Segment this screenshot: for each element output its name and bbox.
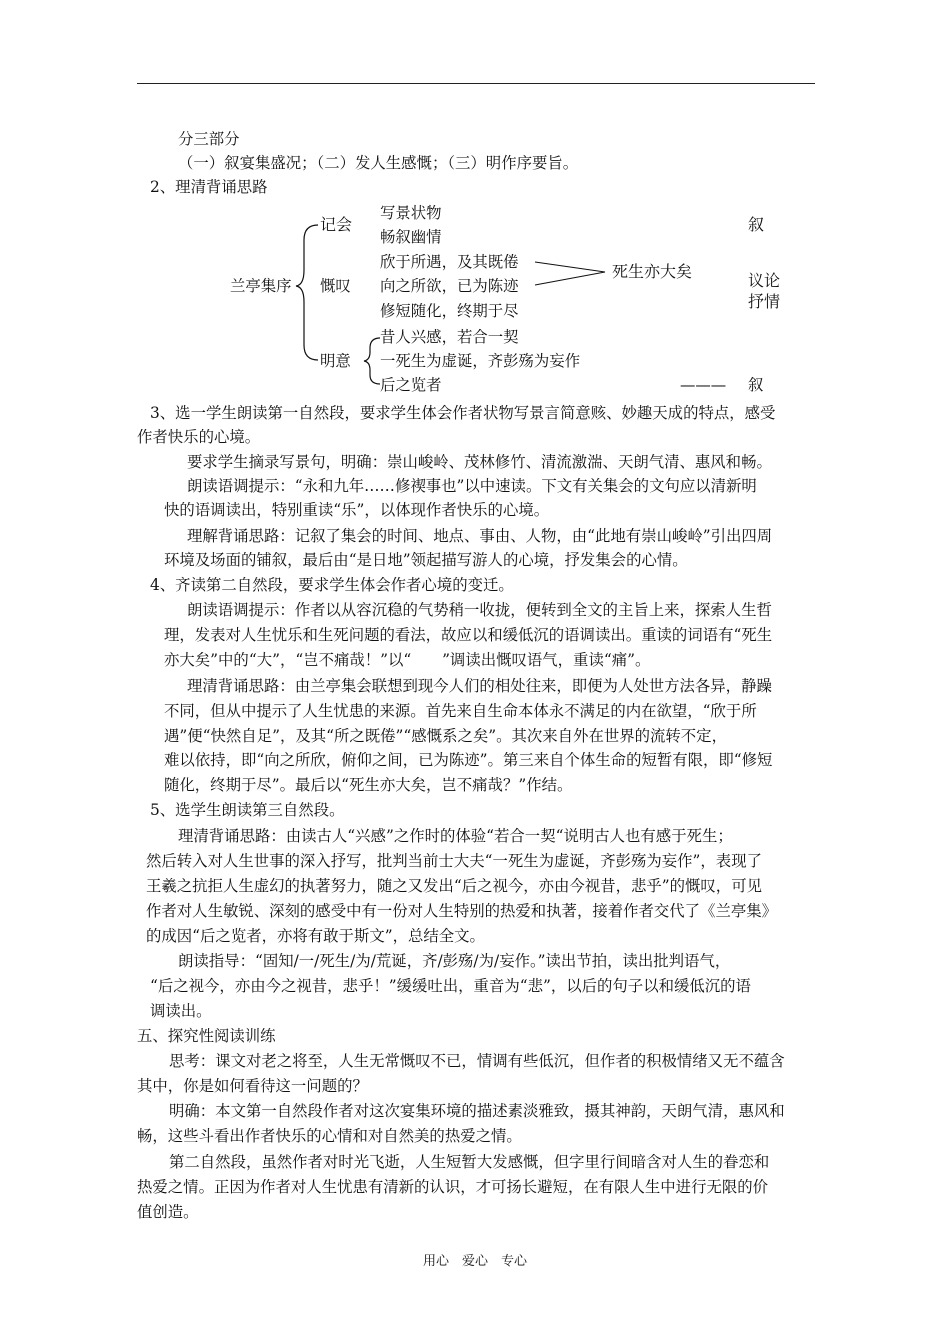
text-line: 遇”便“快然自足”，及其“所之既倦”“感慨系之矣”。其次来自外在世界的流转不定， [164, 727, 727, 745]
text-line: 不同，但从中提示了人生忧患的来源。首先来自生命本体永不满足的内在欲望，“欣于所 [164, 702, 757, 720]
text-line: 作者对人生敏锐、深刻的感受中有一份对人生特别的热爱和执著，接着作者交代了《兰亭集》 [146, 902, 778, 920]
diagram-label: 叙 [748, 215, 765, 234]
text-line: 调读出。 [150, 1002, 212, 1020]
text-line: 4、齐读第二自然段，要求学生体会作者心境的变迁。 [150, 576, 514, 594]
text-line: （一）叙宴集盛况；（二）发人生感慨；（三）明作序要旨。 [178, 154, 579, 172]
diagram-center: 死生亦大矣 [612, 262, 693, 281]
section-heading: 五、探究性阅读训练 [137, 1027, 276, 1045]
diagram-item: 昔人兴感，若合一契 [380, 328, 519, 346]
diagram-root: 兰亭集序 [230, 277, 292, 295]
text-line: 作者快乐的心境。 [137, 428, 261, 446]
diagram-item: 畅叙幽情 [380, 228, 442, 246]
text-line: 5、选学生朗读第三自然段。 [150, 801, 345, 819]
diagram-item: 写景状物 [380, 204, 442, 222]
diagram-item: 后之览者 [380, 376, 442, 394]
diagram-label: 议论 [748, 271, 781, 290]
text-line: 理，发表对人生忧乐和生死问题的看法，故应以和缓低沉的语调读出。重读的词语有“死生 [164, 626, 773, 644]
page-footer: 用心 爱心 专心 [422, 1254, 527, 1269]
diagram-label: 叙 [748, 376, 764, 394]
diagram-item: 欣于所遇，及其既倦 [380, 253, 519, 271]
text-line: 分三部分 [178, 130, 240, 148]
diagram-branch: 慨叹 [320, 277, 351, 295]
text-line: 朗读语调提示：作者以从容沉稳的气势稍一收拢，便转到全文的主旨上来，探索人生哲 [187, 601, 772, 619]
text-line: 理清背诵思路：由兰亭集会联想到现今人们的相处往来，即便为人处世方法各异，静躁 [187, 677, 772, 695]
text-line: 朗读指导：“固知/一/死生/为/荒诞，齐/彭殇/为/妄作。”读出节拍，读出批判语气， [178, 952, 731, 970]
text-line: 思考：课文对老之将至，人生无常慨叹不已，情调有些低沉，但作者的积极情绪又无不蕴含 [169, 1052, 785, 1070]
text-line: 的成因“后之览者，亦将有敢于斯文”，总结全文。 [146, 927, 485, 945]
text-line: 3、选一学生朗读第一自然段，要求学生体会作者状物写景言简意赅、妙趣天成的特点，感受 [150, 404, 776, 422]
diagram-item: 一死生为虚诞，齐彭殇为妄作 [380, 352, 581, 370]
diagram-label: 抒情 [748, 292, 781, 311]
diagram-branch: 明意 [320, 352, 351, 370]
text-line: 理清背诵思路：由读古人“兴感”之作时的体验“若合一契“说明古人也有感于死生； [178, 827, 733, 845]
text-line: 其中，你是如何看待这一问题的？ [137, 1077, 368, 1095]
text-line: 难以依持，即“向之所欣，俯仰之间，已为陈迹”。第三来自个体生命的短暂有限，即“修短 [164, 751, 773, 769]
text-line: 理解背诵思路：记叙了集会的时间、地点、事由、人物，由“此地有崇山峻岭”引出四周 [187, 527, 773, 545]
text-line: 朗读语调提示：“永和九年……修禊事也”以中速读。下文有关集会的文句应以清新明 [187, 477, 757, 495]
diagram-branch: 记会 [320, 215, 353, 234]
text-line: 明确：本文第一自然段作者对这次宴集环境的描述素淡雅致，摄其神韵，天朗气清，惠风和 [169, 1102, 785, 1120]
text-line: 王羲之抗拒人生虚幻的执著努力，随之又发出“后之视今，亦由今视昔，悲乎”的慨叹，可见 [146, 877, 762, 895]
text-line: 然后转入对人生世事的深入抒写，批判当前士大夫“一死生为虚诞，齐彭殇为妄作”，表现了 [146, 852, 762, 870]
text-line: 快的语调读出，特别重读“乐”，以体现作者快乐的心境。 [164, 501, 550, 519]
diagram-item: 向之所欲，已为陈迹 [380, 277, 519, 295]
text-line: 值创造。 [137, 1203, 199, 1221]
diagram-dash: ——— [680, 376, 727, 394]
diagram-item: 修短随化，终期于尽 [380, 302, 519, 320]
text-line: “后之视今，亦由今之视昔，悲乎！”缓缓吐出，重音为“悲”，以后的句子以和缓低沉的语 [150, 977, 751, 995]
text-line: 要求学生摘录写景句，明确：崇山峻岭、茂林修竹、清流激湍、天朗气清、惠风和畅。 [187, 453, 772, 471]
text-line: 随化，终期于尽”。最后以“死生亦大矣，岂不痛哉？”作结。 [164, 776, 573, 794]
text-line: 环境及场面的铺叙，最后由“是日地”领起描写游人的心境，抒发集会的心情。 [164, 551, 688, 569]
text-line: 第二自然段，虽然作者对时光飞逝，人生短暂大发感慨，但字里行间暗含对人生的眷恋和 [169, 1153, 770, 1171]
section-heading: 2、理清背诵思路 [150, 178, 268, 196]
text-line: 畅，这些斗看出作者快乐的心情和对自然美的热爱之情。 [137, 1127, 522, 1145]
text-line: 热爱之情。正因为作者对人生忧患有清新的认识，才可扬长避短，在有限人生中进行无限的价 [137, 1178, 769, 1196]
text-line: 亦大矣”中的“大”，“岂不痛哉！”以“ ”调读出慨叹语气，重读“痛”。 [164, 651, 651, 669]
